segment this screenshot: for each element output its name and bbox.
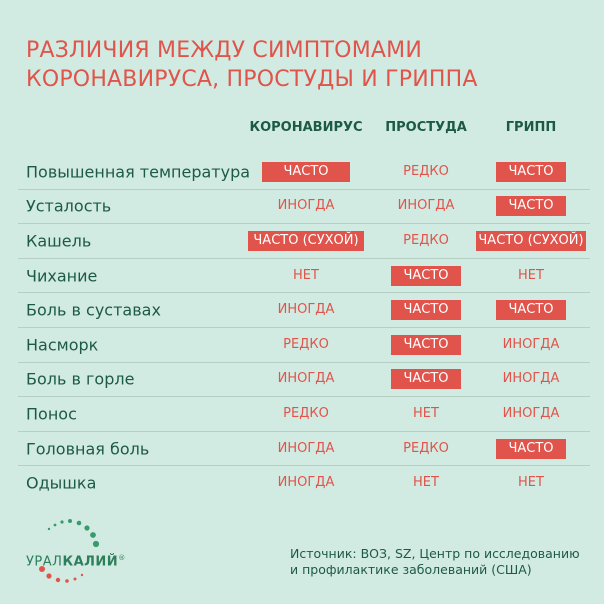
frequency-badge: ЧАСТО [391,335,461,355]
column-header-cold: ПРОСТУДА [385,120,467,135]
table-row [18,224,590,259]
frequency-value: НЕТ [293,267,319,283]
frequency-badge: ЧАСТО [496,439,566,459]
frequency-badge: ЧАСТО [391,300,461,320]
logo-dots-icon [22,516,112,586]
frequency-value: НЕТ [518,475,544,491]
symptom-label: Насморк [26,335,99,355]
source-line-1: Источник: ВОЗ, SZ, Центр по исследованию [290,546,580,561]
frequency-value: РЕДКО [403,232,449,248]
table-row [18,190,590,225]
source-note [290,546,580,578]
logo-part-2: КАЛИЙ [62,554,119,570]
page-title [26,36,478,94]
frequency-value: РЕДКО [403,163,449,179]
frequency-value: НЕТ [413,405,439,421]
title-line-2: КОРОНАВИРУСА, ПРОСТУДЫ И ГРИППА [26,67,478,92]
symptom-label: Кашель [26,231,92,251]
frequency-value: ИНОГДА [277,475,335,491]
table-row [18,397,590,432]
table-row [18,328,590,363]
table-row [18,432,590,467]
column-header-flu: ГРИПП [505,120,557,135]
frequency-value: ИНОГДА [397,198,455,214]
symptom-label: Одышка [26,473,97,493]
table-row [18,466,590,500]
frequency-badge: ЧАСТО [496,300,566,320]
logo-registered-mark: ® [118,554,126,562]
frequency-badge: ЧАСТО [391,369,461,389]
title-line-1: РАЗЛИЧИЯ МЕЖДУ СИМПТОМАМИ [26,38,422,63]
table-row [18,363,590,398]
uralkali-logo [22,516,132,586]
frequency-value: РЕДКО [283,405,329,421]
frequency-badge: ЧАСТО (СУХОЙ) [476,231,586,251]
symptom-label: Чихание [26,266,98,286]
symptom-label: Боль в суставах [26,300,161,320]
column-header-coronavirus: КОРОНАВИРУС [249,120,363,135]
table-row [18,155,590,190]
frequency-value: ИНОГДА [277,198,335,214]
table-row [18,259,590,294]
logo-part-1: УРАЛ [26,554,63,570]
frequency-badge: ЧАСТО [391,266,461,286]
frequency-badge: ЧАСТО [496,162,566,182]
frequency-value: ИНОГДА [277,371,335,387]
frequency-value: НЕТ [518,267,544,283]
table-row [18,293,590,328]
frequency-badge: ЧАСТО (СУХОЙ) [248,231,364,251]
frequency-value: ИНОГДА [277,440,335,456]
frequency-value: РЕДКО [403,440,449,456]
frequency-badge: ЧАСТО [262,162,350,182]
logo-wordmark [26,554,126,569]
symptom-label: Понос [26,404,77,424]
symptom-label: Усталость [26,196,112,216]
frequency-value: ИНОГДА [502,336,560,352]
frequency-value: РЕДКО [283,336,329,352]
frequency-value: ИНОГДА [502,405,560,421]
frequency-value: НЕТ [413,475,439,491]
symptom-label: Головная боль [26,439,150,459]
frequency-value: ИНОГДА [277,302,335,318]
source-line-2: и профилактике заболеваний (США) [290,562,532,577]
frequency-badge: ЧАСТО [496,196,566,216]
symptoms-table [18,155,590,500]
symptom-label: Боль в горле [26,369,135,389]
symptom-label: Повышенная температура [26,162,251,182]
frequency-value: ИНОГДА [502,371,560,387]
